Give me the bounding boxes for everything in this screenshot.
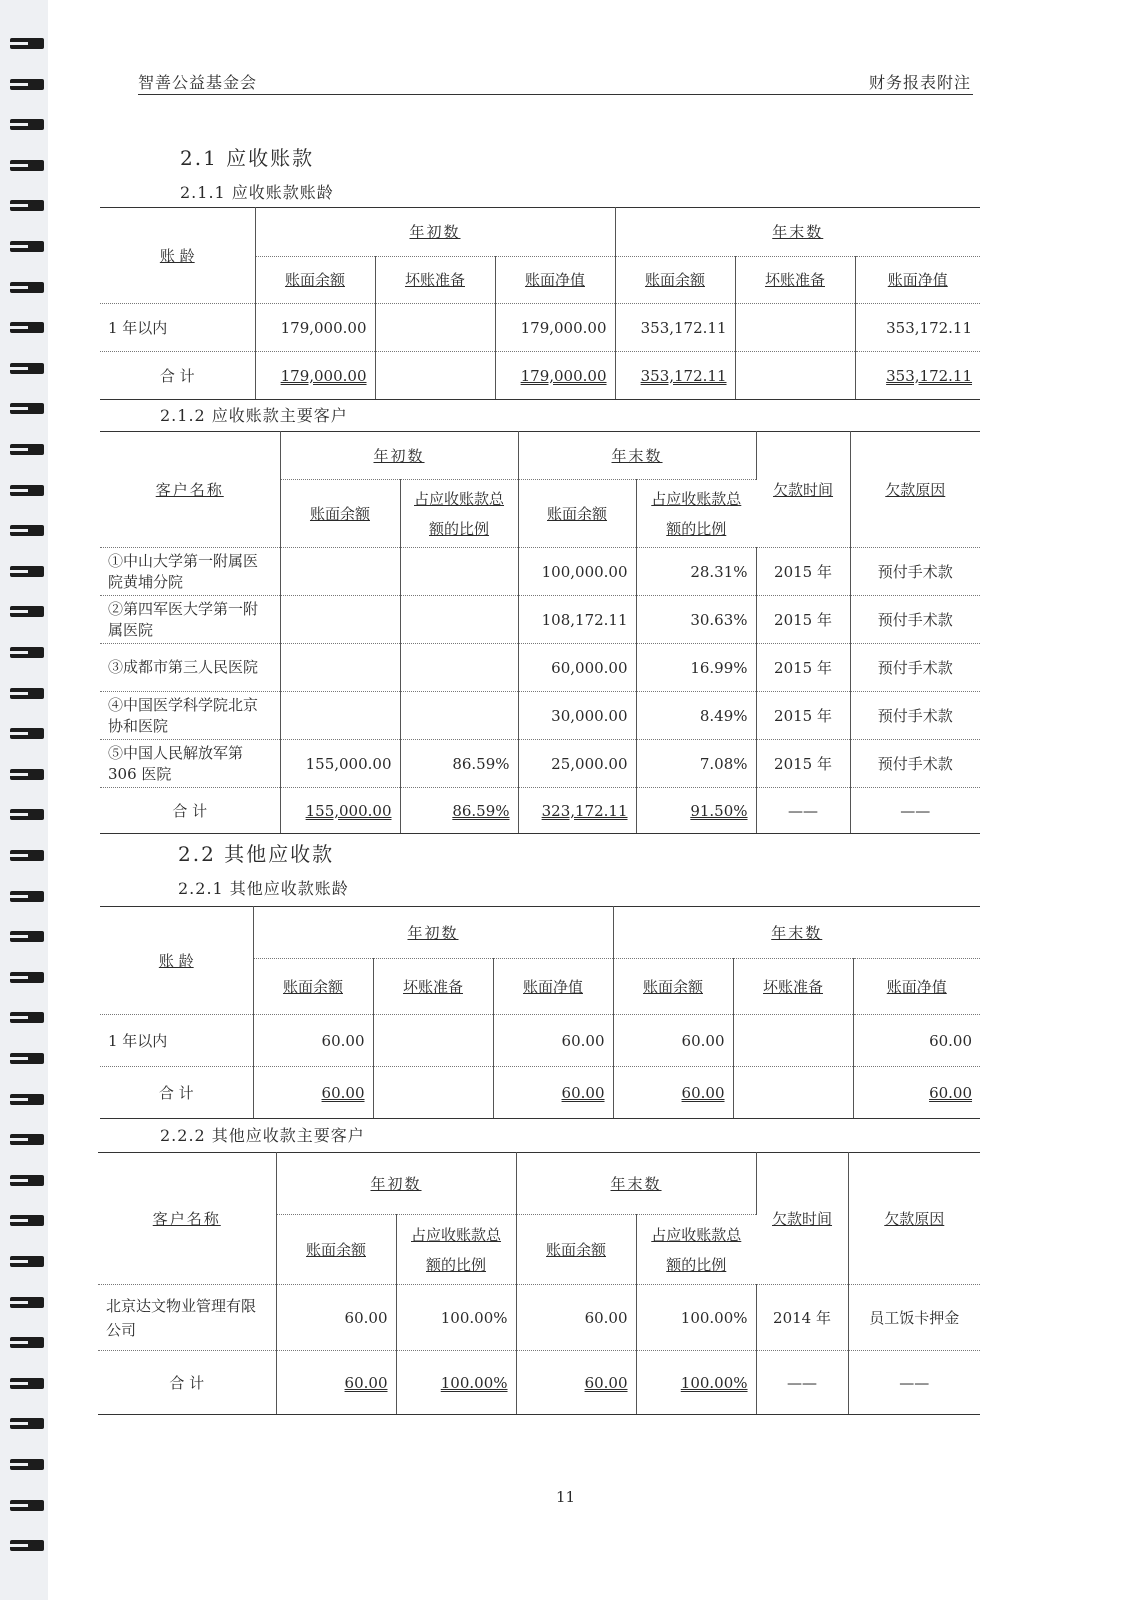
cell-value: 8.49%: [636, 692, 756, 740]
cell-value: 91.50%: [636, 788, 756, 834]
cell-value: [280, 548, 400, 596]
cell-time: ——: [756, 788, 850, 834]
binding-ring: [10, 200, 44, 211]
binding-ring: [10, 647, 44, 658]
cell-value: [733, 1015, 853, 1067]
col-header-customer: 客户名称: [98, 1153, 276, 1285]
col-header-book: 账面余额: [276, 1215, 396, 1285]
cell-value: 60.00: [276, 1285, 396, 1351]
cell-value: 353,172.11: [615, 352, 735, 400]
binding-ring: [10, 160, 44, 171]
binding-ring: [10, 1540, 44, 1551]
col-header-bad-debt: 坏账准备: [373, 959, 493, 1015]
col-header-ratio: 占应收账款总额的比例: [636, 1215, 756, 1285]
cell-value: [400, 644, 518, 692]
binding-ring: [10, 485, 44, 496]
cell-value: 30.63%: [636, 596, 756, 644]
cell-value: 155,000.00: [280, 740, 400, 788]
table-row: [100, 304, 980, 352]
col-header-begin: 年初数: [255, 208, 615, 257]
row-label: 合 计: [100, 352, 255, 400]
col-header-end: 年末数: [613, 907, 980, 959]
cell-value: 60.00: [253, 1067, 373, 1119]
cell-time: ——: [756, 1351, 848, 1415]
table-total-row: [100, 1067, 980, 1119]
cell-value: [280, 596, 400, 644]
cell-value: 60.00: [613, 1015, 733, 1067]
cell-value: 100,000.00: [518, 548, 636, 596]
col-header-begin: 年初数: [280, 432, 518, 480]
receivables-customers-table: [100, 431, 980, 834]
cell-value: 60.00: [493, 1067, 613, 1119]
cell-value: 100.00%: [396, 1285, 516, 1351]
cell-value: 179,000.00: [255, 352, 375, 400]
table-row: [100, 596, 980, 644]
cell-reason: 预付手术款: [850, 596, 980, 644]
col-header-net: 账面净值: [493, 959, 613, 1015]
spiral-binding: [0, 0, 48, 1600]
col-header-arrears-time: 欠款时间: [756, 432, 850, 548]
binding-ring: [10, 688, 44, 699]
table-row: [100, 548, 980, 596]
binding-ring: [10, 566, 44, 577]
cell-time: 2015 年: [756, 548, 850, 596]
section-2-1-title: 2.1 应收账款: [180, 146, 315, 170]
section-2-2-title: 2.2 其他应收款: [178, 842, 335, 866]
other-receivables-customers-table: [98, 1152, 980, 1415]
customer-name: ④中国医学科学院北京协和医院: [100, 692, 280, 740]
cell-value: 323,172.11: [518, 788, 636, 834]
cell-value: [375, 352, 495, 400]
cell-value: 60.00: [613, 1067, 733, 1119]
cell-value: 60.00: [516, 1285, 636, 1351]
binding-ring: [10, 79, 44, 90]
col-header-bad-debt: 坏账准备: [733, 959, 853, 1015]
cell-reason: 预付手术款: [850, 644, 980, 692]
binding-ring: [10, 891, 44, 902]
col-header-ratio: 占应收账款总额的比例: [396, 1215, 516, 1285]
col-header-net: 账面净值: [855, 256, 980, 304]
cell-reason: 预付手术款: [850, 548, 980, 596]
binding-ring: [10, 363, 44, 374]
binding-ring: [10, 444, 44, 455]
table-row: [100, 692, 980, 740]
col-header-arrears-reason: 欠款原因: [850, 432, 980, 548]
binding-ring: [10, 1378, 44, 1389]
col-header-bad-debt: 坏账准备: [375, 256, 495, 304]
cell-time: 2014 年: [756, 1285, 848, 1351]
other-receivables-aging-table: [100, 906, 980, 1119]
binding-ring: [10, 809, 44, 820]
cell-value: 353,172.11: [615, 304, 735, 352]
binding-ring: [10, 1256, 44, 1267]
binding-ring: [10, 1053, 44, 1064]
binding-ring: [10, 1297, 44, 1308]
customer-name: ②第四军医大学第一附属医院: [100, 596, 280, 644]
table-row: [100, 740, 980, 788]
cell-value: 108,172.11: [518, 596, 636, 644]
cell-reason: ——: [848, 1351, 980, 1415]
col-header-ratio: 占应收账款总额的比例: [636, 480, 756, 548]
binding-ring: [10, 1134, 44, 1145]
col-header-book: 账面余额: [255, 256, 375, 304]
col-header-end: 年末数: [615, 208, 980, 257]
table-row: [98, 1285, 980, 1351]
binding-ring: [10, 525, 44, 536]
binding-ring: [10, 850, 44, 861]
cell-value: [733, 1067, 853, 1119]
cell-value: 353,172.11: [855, 352, 980, 400]
header-organization: 智善公益基金会: [138, 73, 258, 92]
row-label: 合 计: [100, 788, 280, 834]
cell-value: 7.08%: [636, 740, 756, 788]
binding-ring: [10, 769, 44, 780]
col-header-ratio: 占应收账款总额的比例: [400, 480, 518, 548]
col-header-book: 账面余额: [280, 480, 400, 548]
cell-time: 2015 年: [756, 644, 850, 692]
binding-ring: [10, 1215, 44, 1226]
binding-ring: [10, 728, 44, 739]
customer-name: ①中山大学第一附属医院黄埔分院: [100, 548, 280, 596]
cell-value: 60.00: [493, 1015, 613, 1067]
cell-value: 179,000.00: [255, 304, 375, 352]
col-header-net: 账面净值: [495, 256, 615, 304]
section-2-2-2-title: 2.2.2 其他应收款主要客户: [160, 1126, 365, 1145]
binding-ring: [10, 1418, 44, 1429]
col-header-book: 账面余额: [615, 256, 735, 304]
col-header-arrears-reason: 欠款原因: [848, 1153, 980, 1285]
cell-reason: 员工饭卡押金: [848, 1285, 980, 1351]
cell-value: 155,000.00: [280, 788, 400, 834]
table-total-row: [100, 352, 980, 400]
customer-name: ⑤中国人民解放军第 306 医院: [100, 740, 280, 788]
receivables-aging-table: [100, 207, 980, 400]
col-header-book: 账面余额: [518, 480, 636, 548]
cell-value: 100.00%: [636, 1351, 756, 1415]
binding-ring: [10, 1175, 44, 1186]
cell-value: 100.00%: [636, 1285, 756, 1351]
cell-value: [735, 352, 855, 400]
cell-value: 353,172.11: [855, 304, 980, 352]
cell-time: 2015 年: [756, 740, 850, 788]
cell-value: 100.00%: [396, 1351, 516, 1415]
cell-value: 60.00: [516, 1351, 636, 1415]
col-header-customer: 客户名称: [100, 432, 280, 548]
cell-value: 60.00: [276, 1351, 396, 1415]
cell-reason: ——: [850, 788, 980, 834]
table-total-row: [98, 1351, 980, 1415]
col-header-end: 年末数: [516, 1153, 756, 1215]
binding-ring: [10, 282, 44, 293]
cell-value: [280, 644, 400, 692]
cell-time: 2015 年: [756, 692, 850, 740]
col-header-book: 账面余额: [613, 959, 733, 1015]
cell-value: 179,000.00: [495, 304, 615, 352]
header-document-title: 财务报表附注: [868, 73, 971, 92]
table-total-row: [100, 788, 980, 834]
binding-ring: [10, 241, 44, 252]
customer-name: 北京达文物业管理有限公司: [98, 1285, 276, 1351]
row-label: 1 年以内: [100, 1015, 253, 1067]
binding-ring: [10, 322, 44, 333]
cell-time: 2015 年: [756, 596, 850, 644]
col-header-begin: 年初数: [276, 1153, 516, 1215]
cell-value: [400, 692, 518, 740]
binding-ring: [10, 606, 44, 617]
cell-reason: 预付手术款: [850, 740, 980, 788]
cell-value: 16.99%: [636, 644, 756, 692]
col-header-book: 账面余额: [516, 1215, 636, 1285]
cell-reason: 预付手术款: [850, 692, 980, 740]
cell-value: [375, 304, 495, 352]
cell-value: 86.59%: [400, 788, 518, 834]
cell-value: [400, 548, 518, 596]
binding-ring: [10, 38, 44, 49]
row-label: 合 计: [100, 1067, 253, 1119]
cell-value: 60.00: [853, 1015, 980, 1067]
col-header-bad-debt: 坏账准备: [735, 256, 855, 304]
col-header-age: 账 龄: [100, 907, 253, 1015]
col-header-end: 年末数: [518, 432, 756, 480]
cell-value: 60,000.00: [518, 644, 636, 692]
row-label: 合 计: [98, 1351, 276, 1415]
cell-value: [735, 304, 855, 352]
binding-ring: [10, 1012, 44, 1023]
table-row: [100, 1015, 980, 1067]
section-2-1-1-title: 2.1.1 应收账款账龄: [180, 183, 334, 202]
cell-value: 86.59%: [400, 740, 518, 788]
binding-ring: [10, 1459, 44, 1470]
col-header-age: 账 龄: [100, 208, 255, 304]
binding-ring: [10, 1337, 44, 1348]
cell-value: 179,000.00: [495, 352, 615, 400]
page-number: 11: [555, 1488, 576, 1506]
section-2-1-2-title: 2.1.2 应收账款主要客户: [160, 406, 348, 425]
cell-value: 30,000.00: [518, 692, 636, 740]
binding-ring: [10, 972, 44, 983]
col-header-net: 账面净值: [853, 959, 980, 1015]
table-row: [100, 644, 980, 692]
cell-value: 60.00: [253, 1015, 373, 1067]
row-label: 1 年以内: [100, 304, 255, 352]
cell-value: [373, 1067, 493, 1119]
col-header-begin: 年初数: [253, 907, 613, 959]
section-2-2-1-title: 2.2.1 其他应收款账龄: [178, 879, 349, 898]
cell-value: [373, 1015, 493, 1067]
cell-value: 60.00: [853, 1067, 980, 1119]
cell-value: [280, 692, 400, 740]
header-rule: [138, 94, 973, 95]
binding-ring: [10, 403, 44, 414]
cell-value: 28.31%: [636, 548, 756, 596]
binding-ring: [10, 931, 44, 942]
binding-ring: [10, 119, 44, 130]
cell-value: 25,000.00: [518, 740, 636, 788]
cell-value: [400, 596, 518, 644]
customer-name: ③成都市第三人民医院: [100, 644, 280, 692]
col-header-book: 账面余额: [253, 959, 373, 1015]
col-header-arrears-time: 欠款时间: [756, 1153, 848, 1285]
binding-ring: [10, 1094, 44, 1105]
